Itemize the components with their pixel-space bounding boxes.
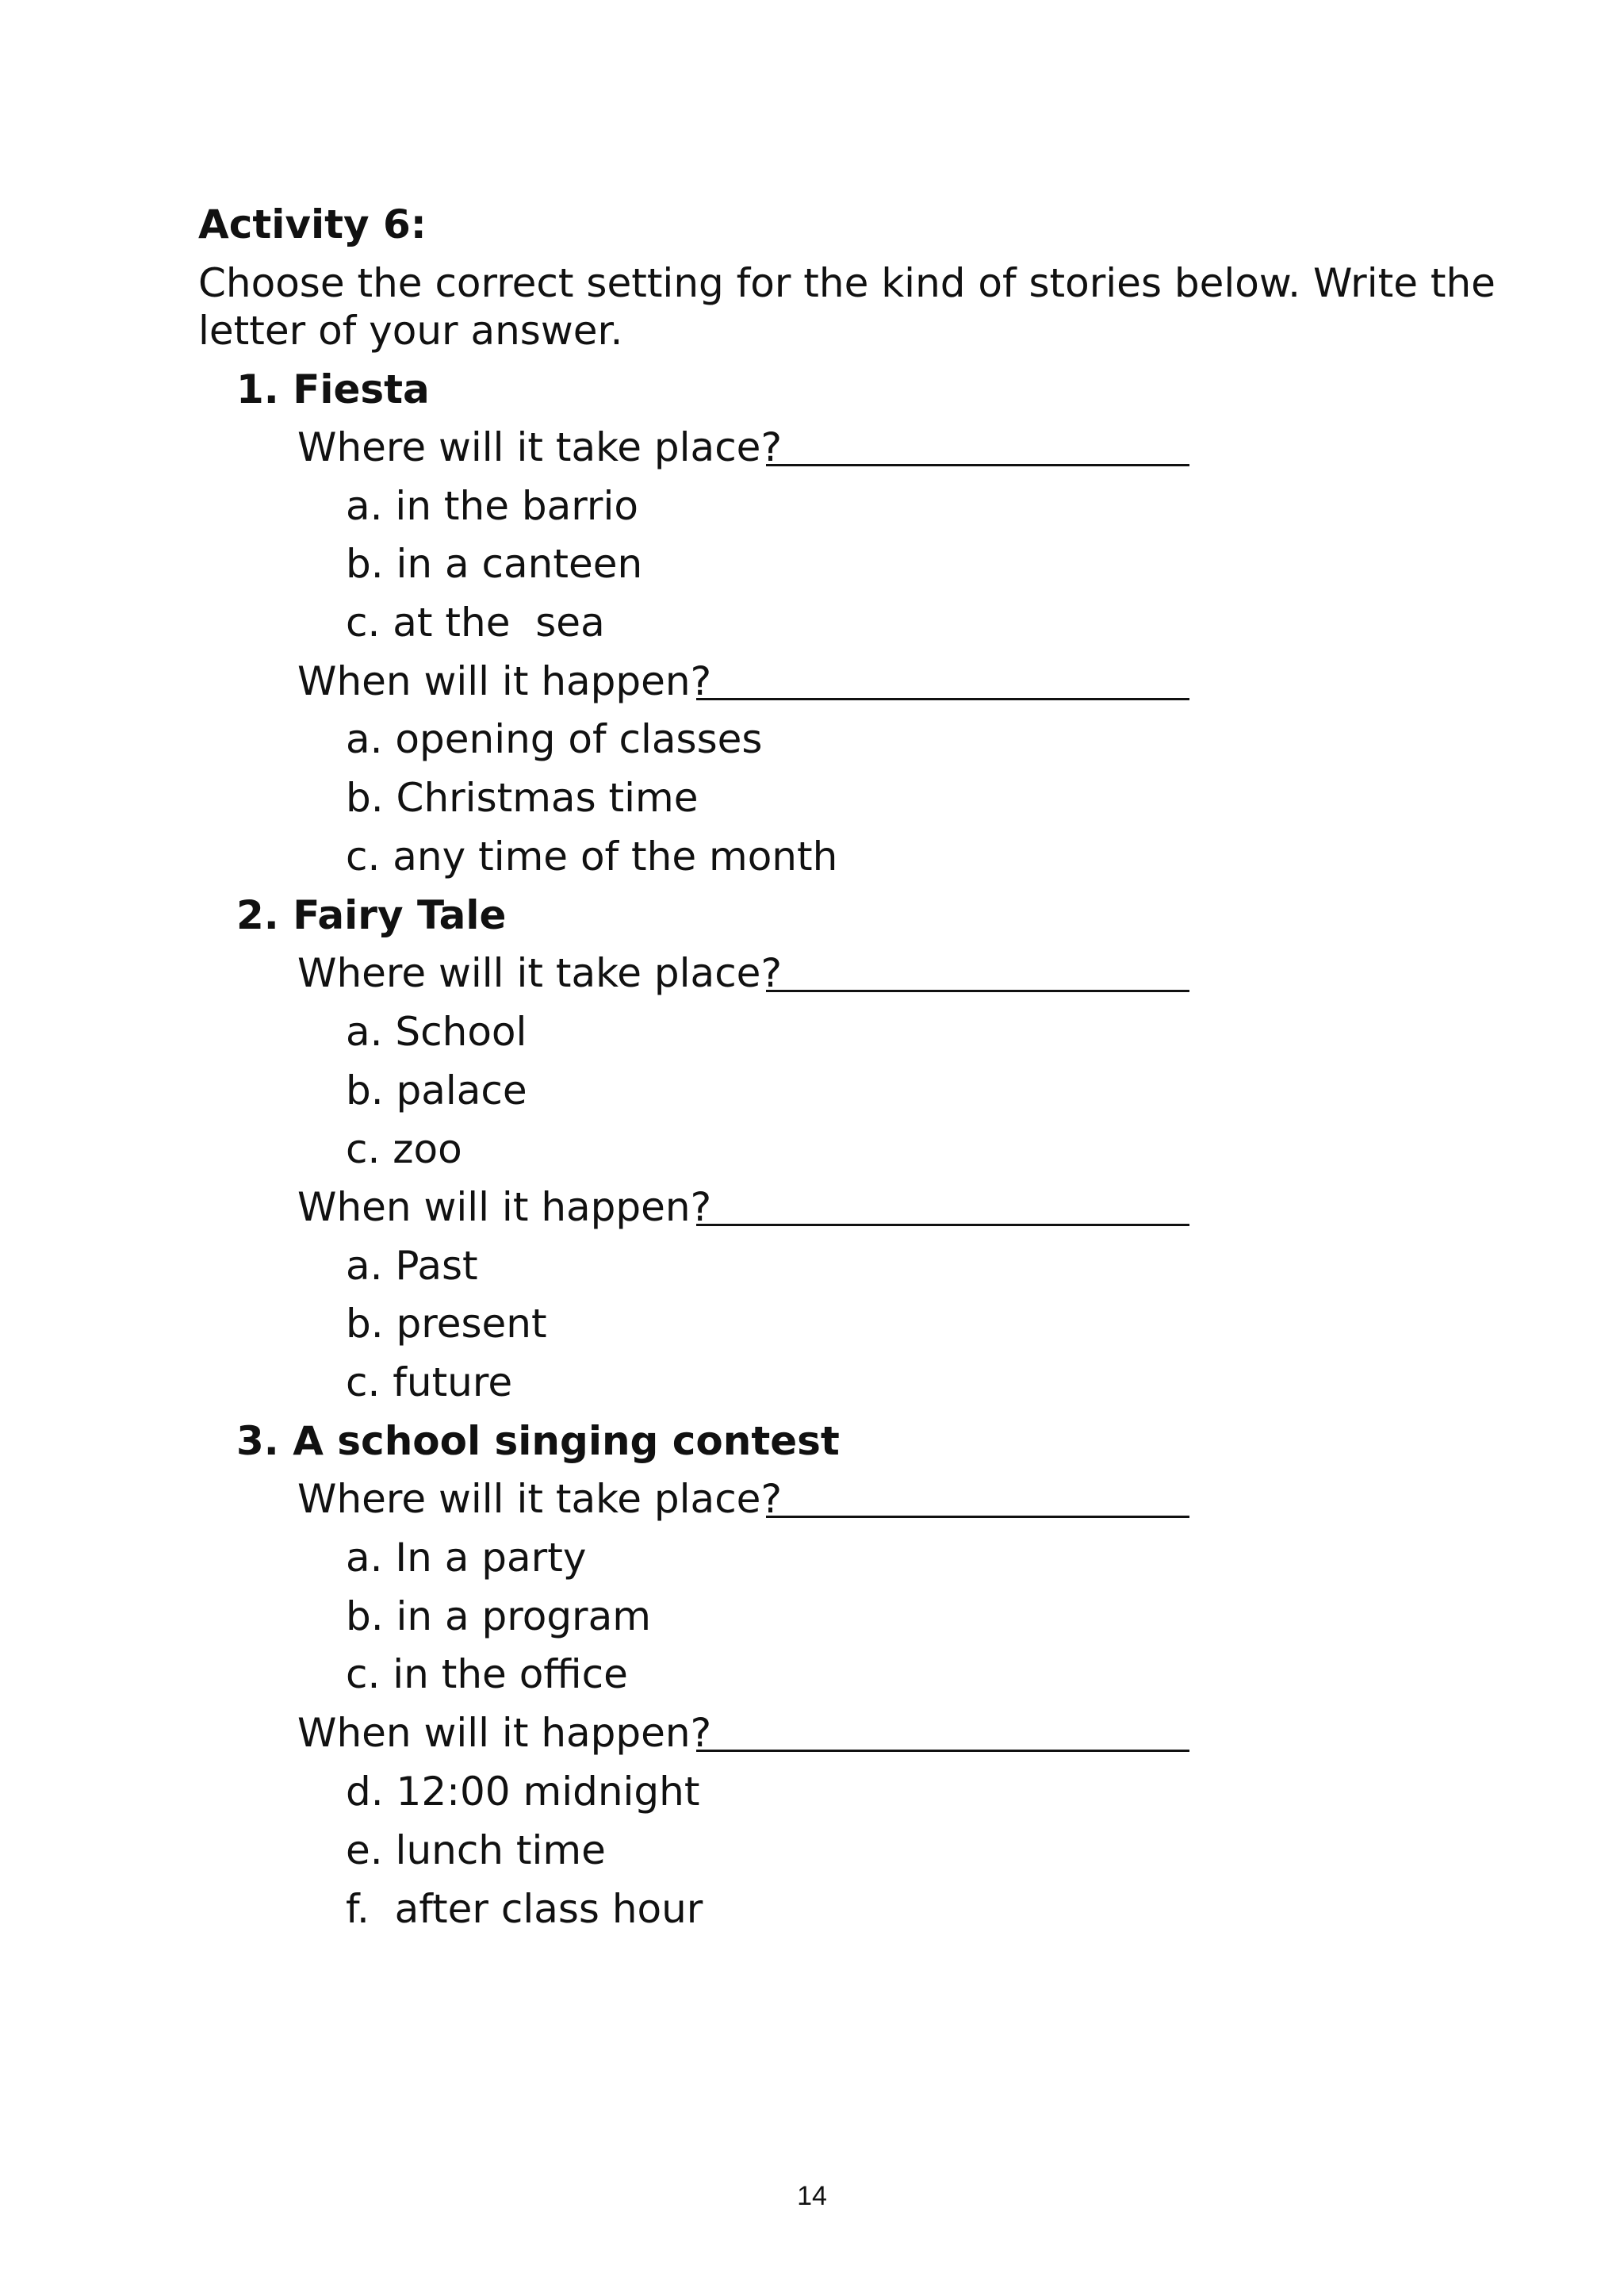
- activity-heading: Activity 6:: [198, 201, 427, 247]
- item-title: 1. Fiesta: [236, 366, 430, 412]
- when-prompt: When will it happen?: [297, 658, 712, 704]
- option: b. present: [346, 1301, 547, 1347]
- option: a. opening of classes: [346, 716, 763, 762]
- answer-blank[interactable]: [696, 1750, 1189, 1752]
- option: a. in the barrio: [346, 483, 638, 529]
- option: a. Past: [346, 1243, 478, 1289]
- option: d. 12:00 midnight: [346, 1769, 700, 1815]
- where-prompt: Where will it take place?: [297, 424, 782, 470]
- answer-blank[interactable]: [696, 1224, 1189, 1226]
- option: c. at the sea: [346, 600, 605, 646]
- answer-blank[interactable]: [766, 464, 1189, 466]
- option: b. in a canteen: [346, 541, 643, 587]
- item-title: 3. A school singing contest: [236, 1418, 840, 1464]
- item-title: 2. Fairy Tale: [236, 892, 507, 938]
- option: b. palace: [346, 1068, 527, 1114]
- answer-blank[interactable]: [696, 698, 1189, 700]
- page-number: 14: [797, 2181, 827, 2211]
- where-prompt: Where will it take place?: [297, 950, 782, 996]
- when-prompt: When will it happen?: [297, 1710, 712, 1756]
- instructions-line-2: letter of your answer.: [198, 308, 623, 354]
- option: c. any time of the month: [346, 834, 838, 880]
- option: f. after class hour: [346, 1886, 703, 1932]
- option: a. School: [346, 1009, 527, 1055]
- option: e. lunch time: [346, 1827, 606, 1873]
- option: c. zoo: [346, 1126, 462, 1172]
- instructions-line-1: Choose the correct setting for the kind of stories below. Write the: [198, 260, 1496, 306]
- option: c. future: [346, 1359, 513, 1405]
- answer-blank[interactable]: [766, 990, 1189, 992]
- option: b. Christmas time: [346, 775, 699, 821]
- option: b. in a program: [346, 1593, 651, 1639]
- answer-blank[interactable]: [766, 1516, 1189, 1518]
- option: c. in the office: [346, 1651, 628, 1697]
- when-prompt: When will it happen?: [297, 1184, 712, 1230]
- where-prompt: Where will it take place?: [297, 1476, 782, 1522]
- option: a. In a party: [346, 1535, 587, 1581]
